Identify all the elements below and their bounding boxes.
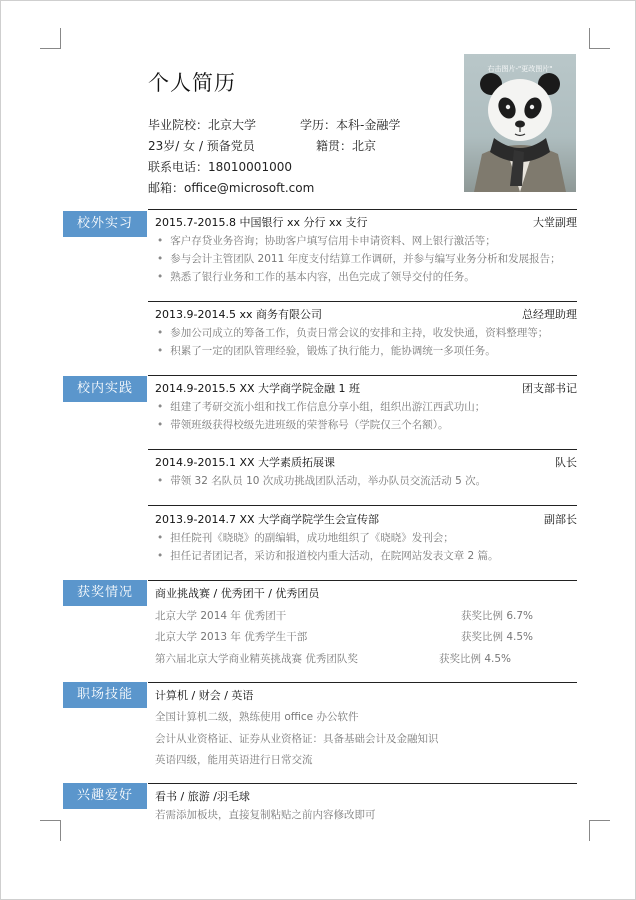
- award-name[interactable]: 北京大学 2013 年 优秀学生干部: [155, 631, 308, 643]
- age-gender-field[interactable]: 23岁/ 女 / 预备党员: [148, 139, 255, 153]
- list-item[interactable]: • 参加公司成立的筹备工作，负责日常会议的安排和主持，收发快通，资料整理等；: [157, 325, 548, 340]
- divider: [148, 449, 577, 450]
- school-field[interactable]: 毕业院校：北京大学: [148, 118, 257, 132]
- award-ratio[interactable]: 获奖比例 4.5%: [461, 631, 534, 643]
- list-item[interactable]: • 熟悉了银行业务和工作的基本内容，出色完成了领导交付的任务。: [157, 269, 475, 284]
- divider: [148, 375, 577, 376]
- entry-role: 大堂副理: [533, 216, 577, 229]
- award-name[interactable]: 第六届北京大学商业精英挑战赛 优秀团队奖: [155, 653, 358, 665]
- list-item[interactable]: • 客户存贷业务咨询；协助客户填写信用卡申请资料、网上银行激活等；: [157, 233, 496, 248]
- crop-mark-bottom-left: [40, 820, 61, 841]
- phone-field[interactable]: 联系电话：18010001000: [148, 160, 292, 174]
- award-ratio[interactable]: 获奖比例 6.7%: [461, 610, 534, 622]
- section-tab-skills[interactable]: 职场技能: [63, 682, 147, 708]
- crop-mark-bottom-right: [589, 820, 610, 841]
- entry-period-org: 2013.9-2014.7 XX 大学商学院学生会宣传部: [155, 513, 380, 526]
- award-name[interactable]: 北京大学 2014 年 优秀团干: [155, 610, 287, 622]
- skills-header[interactable]: 计算机 / 财会 / 英语: [155, 689, 254, 702]
- entry-role: 团支部书记: [522, 382, 577, 395]
- divider: [148, 580, 577, 581]
- awards-header[interactable]: 商业挑战赛 / 优秀团干 / 优秀团员: [155, 587, 320, 600]
- photo-caption: 右击图片-"更改图片": [487, 65, 553, 73]
- skill-line[interactable]: 会计从业资格证、证券从业资格证：具备基础会计及金融知识: [155, 733, 439, 745]
- hobbies-header[interactable]: 看书 / 旅游 /羽毛球: [155, 790, 250, 803]
- list-item[interactable]: • 担任记者团记者，采访和报道校内重大活动，在院网站发表文章 2 篇。: [157, 548, 499, 563]
- section-tab-hobbies[interactable]: 兴趣爱好: [63, 783, 147, 809]
- resume-title[interactable]: 个人简历: [148, 71, 236, 95]
- section-tab-awards[interactable]: 获奖情况: [63, 580, 147, 606]
- divider: [148, 301, 577, 302]
- entry-period-org: 2014.9-2015.5 XX 大学商学院金融 1 班: [155, 382, 361, 395]
- award-ratio[interactable]: 获奖比例 4.5%: [439, 653, 512, 665]
- skill-line[interactable]: 全国计算机二级，熟练使用 office 办公软件: [155, 711, 359, 723]
- skill-line[interactable]: 英语四级，能用英语进行日常交流: [155, 754, 313, 766]
- campus-entry-2-header[interactable]: [155, 454, 577, 470]
- list-item[interactable]: • 积累了一定的团队管理经验，锻炼了执行能力，能协调统一多项任务。: [157, 343, 496, 358]
- degree-field[interactable]: 学历：本科-金融学: [300, 118, 401, 132]
- panda-illustration: [464, 54, 576, 192]
- divider: [148, 209, 577, 210]
- hobby-note[interactable]: 若需添加板块，直接复制粘贴之前内容修改即可: [155, 809, 376, 821]
- entry-period-org: 2014.9-2015.1 XX 大学素质拓展课: [155, 456, 336, 469]
- crop-mark-top-left: [40, 28, 61, 49]
- native-place-field[interactable]: 籍贯：北京: [316, 139, 377, 153]
- list-item[interactable]: • 带领 32 名队员 10 次成功挑战团队活动，举办队员交流活动 5 次。: [157, 473, 486, 488]
- entry-role: 队长: [555, 456, 577, 469]
- profile-photo[interactable]: [464, 54, 576, 192]
- divider: [148, 682, 577, 683]
- section-tab-campus[interactable]: 校内实践: [63, 376, 147, 402]
- campus-entry-3-header[interactable]: [155, 511, 577, 527]
- list-item[interactable]: • 组建了考研交流小组和找工作信息分享小组，组织出游江西武功山；: [157, 399, 485, 414]
- list-item[interactable]: • 担任院刊《晓晓》的副编辑，成功地组织了《晓晓》发刊会；: [157, 530, 454, 545]
- section-tab-internship[interactable]: 校外实习: [63, 211, 147, 237]
- entry-role: 总经理助理: [522, 308, 577, 321]
- crop-mark-top-right: [589, 28, 610, 49]
- list-item[interactable]: • 带领班级获得校级先进班级的荣誉称号（学院仅三个名额）。: [157, 417, 448, 432]
- internship-entry-2-header[interactable]: [155, 306, 577, 322]
- list-item[interactable]: • 参与会计主管团队 2011 年度支付结算工作调研，并参与编写业务分析和发展报告；: [157, 251, 561, 266]
- email-field[interactable]: 邮箱：office@microsoft.com: [148, 181, 315, 195]
- divider: [148, 505, 577, 506]
- internship-entry-1-header[interactable]: [155, 214, 577, 230]
- entry-period-org: 2015.7-2015.8 中国银行 xx 分行 xx 支行: [155, 216, 368, 229]
- entry-period-org: 2013.9-2014.5 xx 商务有限公司: [155, 308, 322, 321]
- campus-entry-1-header[interactable]: [155, 380, 577, 396]
- divider: [148, 783, 577, 784]
- entry-role: 副部长: [544, 513, 577, 526]
